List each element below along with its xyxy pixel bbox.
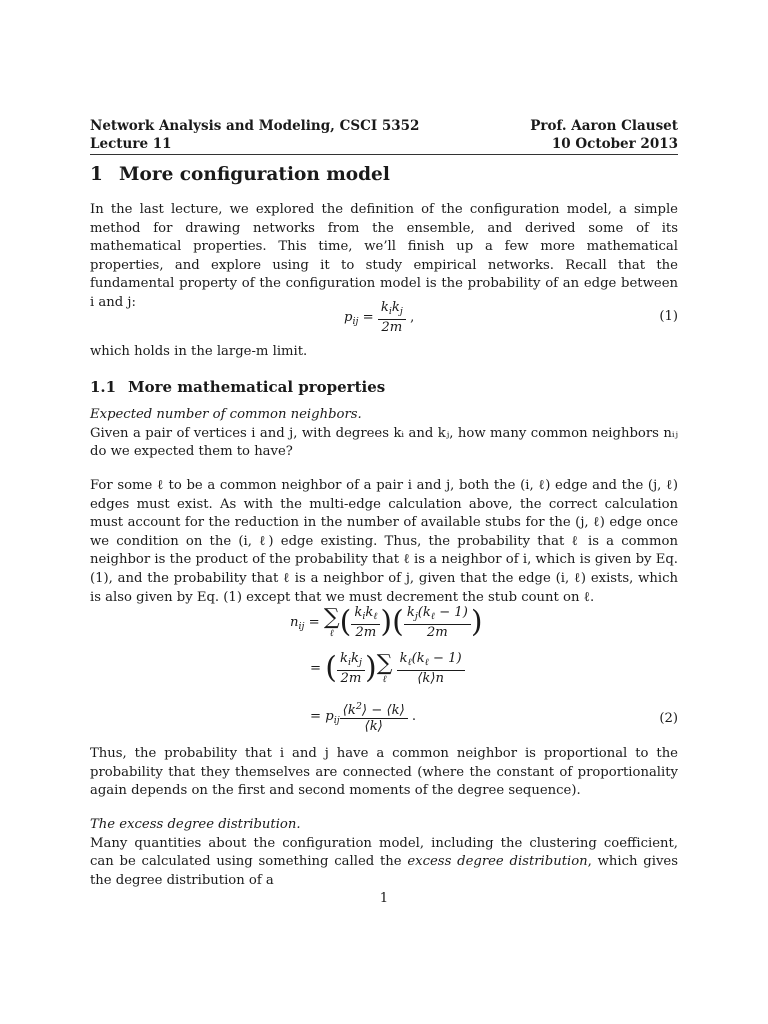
section-heading (90, 164, 678, 185)
instructor: Prof. Aaron Clauset (530, 118, 678, 134)
eq1-followup: which holds in the large-m limit. (90, 344, 308, 359)
paragraph-heading-excess-degree: The excess degree distribution. (90, 817, 301, 832)
equation-2-label: (2) (659, 711, 678, 726)
paragraph-heading-common-neighbors: Expected number of common neighbors. (90, 407, 362, 422)
equation-1-label: (1) (659, 309, 678, 324)
excess-degree-text-end: , which gives the degree distribution of a (90, 854, 678, 888)
subsection-number: 1.1 (90, 378, 117, 396)
excess-degree-paragraph (90, 816, 678, 890)
course-title: Network Analysis and Modeling, CSCI 5352 (90, 118, 420, 134)
subsection-heading (90, 378, 678, 396)
equation-1: $p_{ij}$ = $\frac{k_ik_j}{2m}$ , (1) (344, 300, 678, 335)
page-number: 1 (379, 891, 389, 906)
subsection-title: More mathematical properties (128, 378, 386, 396)
lecture-date: 10 October 2013 (551, 136, 678, 152)
intro-paragraph: In the last lecture, we explored the definition of the configuration model, a simple method for drawing networks from the ensemble, and derived some of its mathematical properties. This time, we’ll finish up a few more mathematical properties, and explore using it to study empirical networks. Recall that the fundamental property of the configuration model is the probability of an edge between i and j: (90, 202, 678, 310)
section-number: 1 (90, 164, 103, 185)
header-rule (90, 154, 678, 155)
page-header (90, 117, 678, 153)
common-neighbors-derivation: For some ℓ to be a common neighbor of a pair i and j, both the (i, ℓ) edge and the (j, ℓ) edges must exist. As with the multi-edge calculation above, the correct calculation must account for the reduction in the number of available stubs for the (j, ℓ) edge once we condition on the (i, ℓ) edge existing. Thus, the probability that ℓ is a common neighbor is the product of the probability that ℓ is a neighbor of i, which is given by Eq. (1), and the probability that ℓ is a neighbor of j, given that the edge (i, ℓ) exists, which is also given by Eq. (1) except that we must decrement the stub count on ℓ. (90, 478, 678, 605)
equation-2: $n_{ij}$ = ∑ ℓ ( $\frac{k_ik_\ell}{2m}$ )( $\frac{k_j(k_\ell - 1)}{2m}$ ) = ( $\frac{k_ik_j}{2m}$ ) ∑ ℓ $\frac{k_\ell(k_\ell - 1)}{⟨k⟩n}$ = $p_{ij}$ $\frac{⟨k^2⟩ - ⟨k⟩}{⟨k⟩}$ . (2) (290, 604, 678, 734)
excess-degree-term: excess degree distribution (407, 854, 588, 870)
common-neighbors-question: Given a pair of vertices i and j, with degrees kᵢ and kⱼ, how many common neighbors nᵢⱼ do we expected them to have? (90, 425, 678, 460)
common-neighbors-paragraph (90, 406, 678, 462)
lecture-number: Lecture 11 (90, 136, 172, 152)
excess-degree-text-start: Many quantities about the configuration model, including the clustering coefficient, can be calculated using something called the (90, 835, 678, 870)
section-title: More configuration model (119, 164, 390, 185)
common-neighbors-conclusion: Thus, the probability that i and j have a common neighbor is proportional to the probability that they themselves are connected (where the constant of proportionality again depends on the first and second moments of the degree sequence). (90, 746, 678, 799)
